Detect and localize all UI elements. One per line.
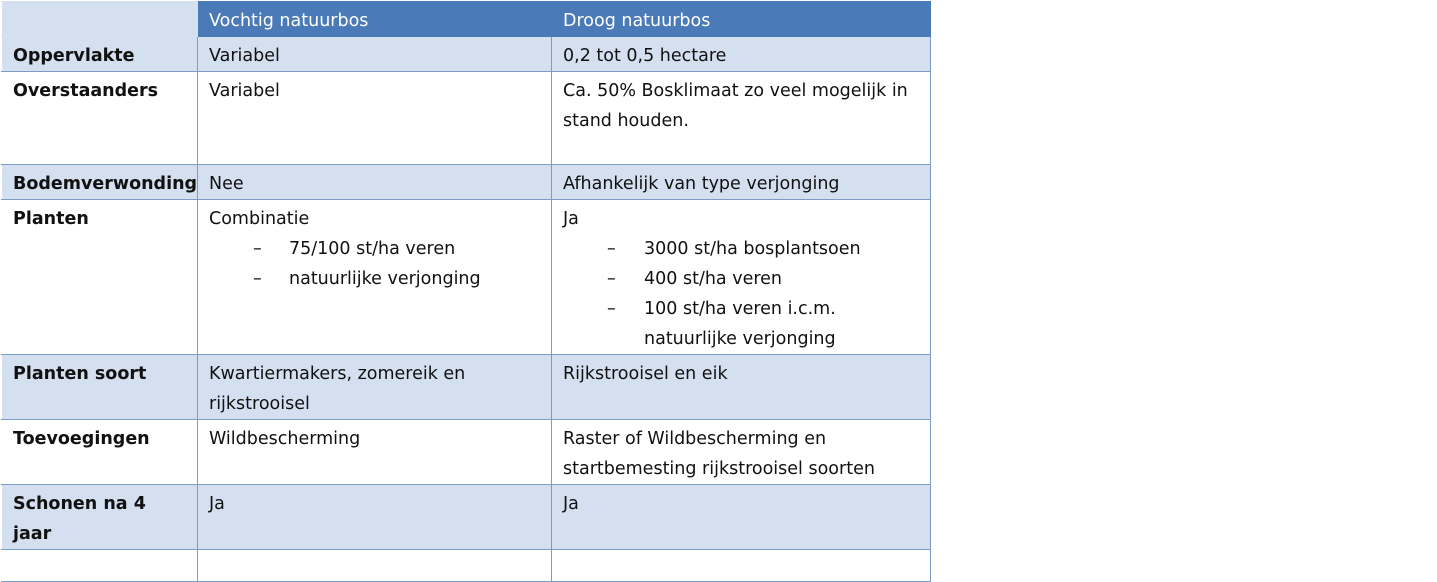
cell-droog (552, 550, 931, 582)
header-vochtig: Vochtig natuurbos (198, 2, 552, 37)
cell-vochtig: Variabel (198, 72, 552, 165)
row-label: Planten soort (2, 355, 198, 420)
cell-droog: Rijkstrooisel en eik (552, 355, 931, 420)
list-item: – 400 st/ha veren (563, 264, 919, 294)
cell-droog: Ja (552, 485, 931, 550)
row-label (2, 550, 198, 582)
cell-vochtig (198, 200, 552, 355)
table-row (2, 165, 931, 200)
table-row (2, 355, 931, 420)
cell-droog: Raster of Wildbescherming en startbemesting rijkstrooisel soorten (552, 420, 931, 485)
list-item: – 100 st/ha veren i.c.m. natuurlijke verjonging (563, 294, 919, 354)
cell-droog: Afhankelijk van type verjonging (552, 165, 931, 200)
bullet-list (563, 234, 919, 354)
cell-text: Ja (563, 209, 579, 229)
cell-vochtig: Nee (198, 165, 552, 200)
list-item: – 3000 st/ha bosplantsoen (563, 234, 919, 264)
row-label: Schonen na 4 jaar (2, 485, 198, 550)
row-label: Toevoegingen (2, 420, 198, 485)
header-droog: Droog natuurbos (552, 2, 931, 37)
cell-vochtig: Variabel (198, 37, 552, 72)
comparison-table (1, 1, 931, 582)
cell-vochtig: Ja (198, 485, 552, 550)
cell-vochtig: Kwartiermakers, zomereik en rijkstrooisel (198, 355, 552, 420)
row-label: Overstaanders (2, 72, 198, 165)
row-label: Bodemverwonding (2, 165, 198, 200)
cell-droog (552, 200, 931, 355)
row-label: Planten (2, 200, 198, 355)
table-row (2, 550, 931, 582)
bullet-list (209, 234, 540, 294)
list-item: – natuurlijke verjonging (209, 264, 540, 294)
header-empty-cell (2, 2, 198, 37)
cell-vochtig (198, 550, 552, 582)
cell-text: Combinatie (209, 209, 310, 229)
header-row (2, 2, 931, 37)
table-row (2, 420, 931, 485)
cell-droog: 0,2 tot 0,5 hectare (552, 37, 931, 72)
list-item: – 75/100 st/ha veren (209, 234, 540, 264)
table-row (2, 37, 931, 72)
table-row (2, 200, 931, 355)
table-row (2, 72, 931, 165)
row-label: Oppervlakte (2, 37, 198, 72)
cell-vochtig: Wildbescherming (198, 420, 552, 485)
cell-droog: Ca. 50% Bosklimaat zo veel mogelijk in stand houden. (552, 72, 931, 165)
table-row (2, 485, 931, 550)
